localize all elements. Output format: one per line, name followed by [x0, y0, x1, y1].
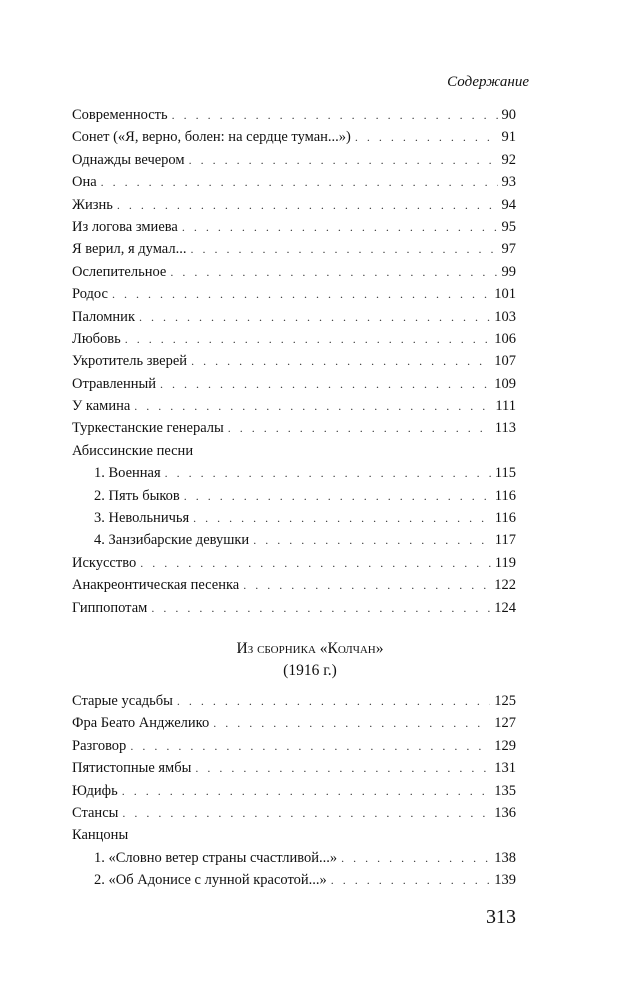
- toc-subentry: [72, 507, 516, 529]
- toc-entry-page: 122: [494, 577, 516, 594]
- toc-entry-title: Канцоны: [72, 827, 129, 844]
- toc-entry-page: 131: [494, 760, 516, 777]
- toc-entry-title: 3. Невольничья: [94, 510, 190, 527]
- table-of-contents-part-1: [72, 104, 516, 619]
- toc-entry-title: Ослепительное: [72, 263, 167, 280]
- toc-entry-title: Старые усадьбы: [72, 693, 173, 709]
- toc-entry-title: Жизнь: [72, 196, 113, 213]
- dot-leader: [122, 780, 491, 802]
- toc-entry-title: Однажды вечером: [72, 151, 185, 168]
- toc-entry-title: 4. Занзибарские девушки: [94, 532, 250, 549]
- toc-entry-page: 93: [501, 174, 516, 191]
- toc-entry: [72, 171, 516, 193]
- toc-entry: [72, 690, 516, 712]
- toc-entry: [72, 712, 516, 734]
- toc-subentry: [72, 462, 516, 484]
- dot-leader: [191, 350, 490, 372]
- toc-entry-title: Сонет («Я, верно, болен: на сердце туман...»): [72, 129, 351, 146]
- toc-entry-page: 97: [501, 241, 516, 258]
- toc-entry-page: 124: [494, 599, 516, 616]
- dot-leader: [193, 507, 491, 529]
- toc-entry-page: 139: [494, 872, 516, 889]
- dot-leader: [189, 149, 498, 171]
- toc-entry-title: Любовь: [72, 330, 121, 347]
- toc-entry-title: Родос: [72, 286, 108, 303]
- toc-entry: [72, 216, 516, 238]
- toc-entry-title: Фра Беато Анджелико: [72, 715, 210, 732]
- toc-subentry: [72, 869, 516, 891]
- toc-entry-title: Юдифь: [72, 782, 118, 799]
- toc-entry-page: 119: [494, 554, 516, 571]
- table-of-contents-part-2: [72, 690, 516, 892]
- toc-group-heading: [72, 824, 516, 846]
- toc-entry-page: 136: [494, 804, 516, 821]
- toc-entry-page: 99: [501, 263, 516, 280]
- section-title: Из сборника «Колчан»: [236, 640, 384, 657]
- toc-entry-title: Абиссинские песни: [72, 442, 194, 459]
- dot-leader: [170, 261, 497, 283]
- dot-leader: [160, 373, 490, 395]
- dot-leader: [195, 757, 490, 779]
- toc-entry: [72, 194, 516, 216]
- toc-entry-title: 1. Военная: [94, 465, 161, 482]
- toc-entry-page: 113: [494, 420, 516, 437]
- dot-leader: [125, 328, 490, 350]
- toc-entry: [72, 238, 516, 260]
- dot-leader: [134, 395, 491, 417]
- toc-entry-title: Отравленный: [72, 375, 157, 392]
- toc-entry: [72, 373, 516, 395]
- toc-entry-page: 94: [501, 196, 516, 213]
- toc-entry-page: 129: [494, 737, 516, 754]
- toc-group-heading: [72, 440, 516, 462]
- dot-leader: [140, 552, 491, 574]
- toc-entry-page: 125: [494, 693, 516, 709]
- toc-entry: [72, 306, 516, 328]
- dot-leader: [101, 171, 498, 193]
- toc-entry-title: Пятистопные ямбы: [72, 760, 192, 777]
- dot-leader: [172, 104, 498, 126]
- toc-entry-page: 91: [501, 129, 516, 146]
- toc-entry-title: Туркестанские генералы: [72, 420, 224, 437]
- toc-entry-title: Анакреонтическая песенка: [72, 577, 240, 594]
- toc-entry-title: Я верил, я думал...: [72, 241, 187, 258]
- section-year: (1916 г.): [283, 662, 337, 679]
- dot-leader: [130, 735, 490, 757]
- dot-leader: [355, 126, 498, 148]
- toc-entry-page: 135: [494, 782, 516, 799]
- toc-entry: [72, 283, 516, 305]
- toc-entry-page: 127: [494, 715, 516, 732]
- toc-entry-title: 1. «Словно ветер страны счастливой...»: [94, 849, 338, 866]
- toc-entry-page: 92: [501, 151, 516, 168]
- toc-entry-page: 116: [494, 487, 516, 504]
- dot-leader: [190, 238, 497, 260]
- dot-leader: [228, 417, 491, 439]
- toc-entry-page: 109: [494, 375, 516, 392]
- toc-entry-title: Укротитель зверей: [72, 353, 188, 370]
- dot-leader: [184, 485, 491, 507]
- toc-entry-page: 95: [501, 218, 516, 235]
- toc-entry: [72, 552, 516, 574]
- toc-entry-page: 117: [494, 532, 516, 549]
- toc-entry-page: 90: [501, 107, 516, 123]
- toc-entry: [72, 395, 516, 417]
- dot-leader: [182, 216, 498, 238]
- toc-entry-title: Разговор: [72, 737, 127, 754]
- section-heading: [0, 638, 620, 682]
- dot-leader: [243, 574, 490, 596]
- dot-leader: [139, 306, 490, 328]
- toc-entry-page: 138: [494, 849, 516, 866]
- toc-entry: [72, 104, 516, 126]
- toc-entry-page: 116: [494, 510, 516, 527]
- toc-entry: [72, 574, 516, 596]
- toc-entry: [72, 780, 516, 802]
- dot-leader: [253, 529, 491, 551]
- toc-entry-title: Гиппопотам: [72, 599, 148, 616]
- toc-entry-page: 101: [494, 286, 516, 303]
- toc-subentry: [72, 529, 516, 551]
- toc-entry: [72, 350, 516, 372]
- toc-entry-page: 106: [494, 330, 516, 347]
- dot-leader: [112, 283, 490, 305]
- toc-entry: [72, 328, 516, 350]
- dot-leader: [165, 462, 491, 484]
- toc-entry: [72, 126, 516, 148]
- toc-entry-title: 2. «Об Адонисе с лунной красотой...»: [94, 872, 327, 889]
- dot-leader: [117, 194, 498, 216]
- toc-entry-page: 115: [494, 465, 516, 482]
- page-number: 313: [486, 906, 516, 928]
- toc-entry-title: Она: [72, 174, 97, 191]
- toc-subentry: [72, 847, 516, 869]
- toc-entry: [72, 757, 516, 779]
- toc-entry: [72, 735, 516, 757]
- dot-leader: [122, 802, 490, 824]
- toc-entry-title: 2. Пять быков: [94, 487, 180, 504]
- toc-entry: [72, 802, 516, 824]
- toc-entry-title: Стансы: [72, 804, 119, 821]
- toc-entry: [72, 597, 516, 619]
- toc-entry: [72, 417, 516, 439]
- toc-entry-page: 107: [494, 353, 516, 370]
- dot-leader: [341, 847, 490, 869]
- toc-entry-title: Паломник: [72, 308, 135, 325]
- toc-entry-title: Искусство: [72, 554, 137, 571]
- dot-leader: [151, 597, 490, 619]
- toc-entry-title: У камина: [72, 398, 131, 415]
- dot-leader: [331, 869, 491, 891]
- toc-entry-title: Из логова змиева: [72, 218, 178, 235]
- toc-entry-page: 103: [494, 308, 516, 325]
- dot-leader: [213, 712, 490, 734]
- toc-entry: [72, 149, 516, 171]
- toc-entry-title: Современность: [72, 107, 168, 123]
- toc-entry: [72, 261, 516, 283]
- running-head: Содержание: [447, 74, 529, 90]
- dot-leader: [177, 690, 490, 712]
- toc-subentry: [72, 485, 516, 507]
- toc-entry-page: 111: [495, 398, 516, 415]
